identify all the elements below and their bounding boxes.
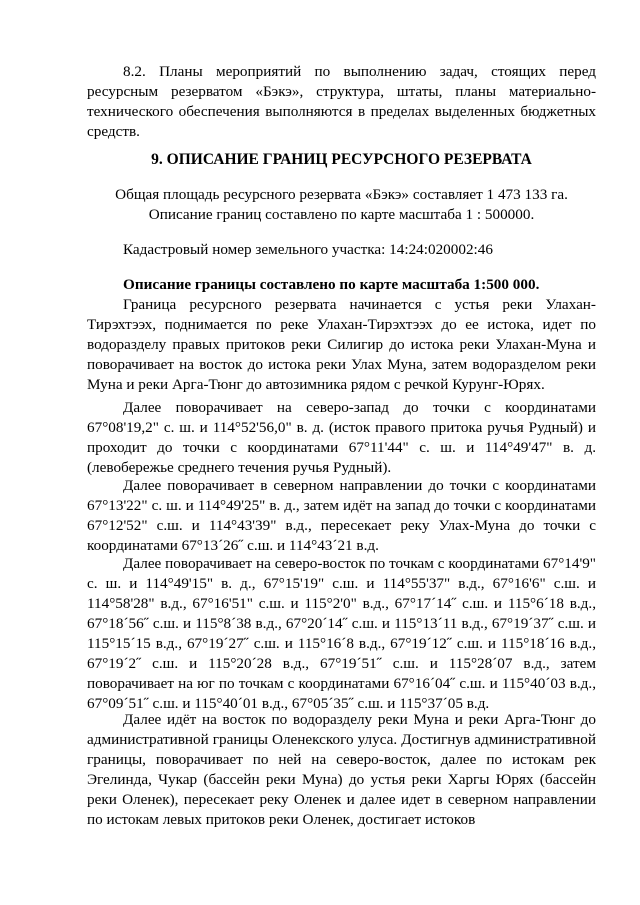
boundary-paragraph-5: Далее идёт на восток по водоразделу реки Муна и реки Арга-Тюнг до административной границы Оленекского улуса. Достигнув административной границы, поворачивает по ней на северо-восток, далее по истокам рек Эгелинда, Чукар (бассейн реки Муна) до устья реки Харгы Юрях (бассейн реки Оленек), пересекает реку Оленек и далее идет в северном направлении по истокам левых притоков реки Оленек, достигает истоков: [87, 711, 596, 828]
boundary-paragraph-4: Далее поворачивает на северо-восток по точкам с координатами 67°14'9" с. ш. и 114°49'15" в. д., 67°15'19" с.ш. и 114°55'37" в.д., 67°16'6" с.ш. и 114°58'28" в.д., 67°16'51" с.ш. и 115°2'0" в.д., 67°17´14˝ с.ш. и 115°6´18 в.д., 67°18´56˝ с.ш. и 115°8´38 в.д., 67°20´14˝ с.ш. и 115°13´11 в.д., 67°19´37˝ с.ш. и 115°15´15 в.д., 67°19´27˝ с.ш. и 115°16´8 в.д., 67°19´12˝ с.ш. и 115°18´16 в.д., 67°19´2˝ с.ш. и 115°20´28 в.д., 67°19´51˝ с.ш. и 115°28´07 в.д., затем поворачивает на юг по точкам с координатами 67°16´04˝ с.ш. и 115°40´03 в.д., 67°09´51˝ с.ш. и 115°40´01 в.д., 67°05´35˝ с.ш. и 115°37´05 в.д.: [87, 555, 596, 712]
boundary-paragraph-2: Далее поворачивает на северо-запад до точки с координатами 67°08'19,2" с. ш. и 114°52'56,0" в. д. (исток правого притока ручья Рудный) и проходит до точки с координатами 67°11'44" с. ш. и 114°49'47" в. д. (левобережье среднего течения ручья Рудный).: [87, 399, 596, 476]
cadastral-number: Кадастровый номер земельного участка: 14:24:020002:46: [123, 241, 493, 258]
boundary-paragraph-3: Далее поворачивает в северном направлении до точки с координатами 67°13'22" с. ш. и 114°49'25" в. д., затем идёт на запад до точки с координатами 67°12'52" с.ш. и 114°43'39" в.д., пересекает реку Улах-Муна до точки с координатами 67°13´26˝ с.ш. и 114°43´21 в.д.: [87, 477, 596, 554]
paragraph-8-2: 8.2. Планы мероприятий по выполнению задач, стоящих перед ресурсным резерватом «Бэкэ», структура, штаты, планы материально-технического обеспечения выполняются в пределах выделенных бюджетных средств.: [87, 63, 596, 140]
total-area-line: Общая площадь ресурсного резервата «Бэкэ» составляет 1 473 133 га.: [115, 186, 568, 203]
map-scale-line: Описание границ составлено по карте масштаба 1 : 500000.: [148, 206, 535, 223]
boundary-subheading: Описание границы составлено по карте масштаба 1:500 000.: [123, 276, 540, 293]
boundary-paragraph-1: Граница ресурсного резервата начинается с устья реки Улахан-Тирэхтээх, поднимается по реке Улахан-Тирэхтээх до ее истока, идет по водоразделу правых притоков реки Силигир до истока реки Улахан-Муна и поворачивает на восток до истока реки Улах Муна, затем водоразделом реки Муна и реки Арга-Тюнг до автозимника рядом с речкой Курунг-Юрях.: [87, 296, 596, 393]
section-title: 9. ОПИСАНИЕ ГРАНИЦ РЕСУРСНОГО РЕЗЕРВАТА: [151, 151, 532, 168]
